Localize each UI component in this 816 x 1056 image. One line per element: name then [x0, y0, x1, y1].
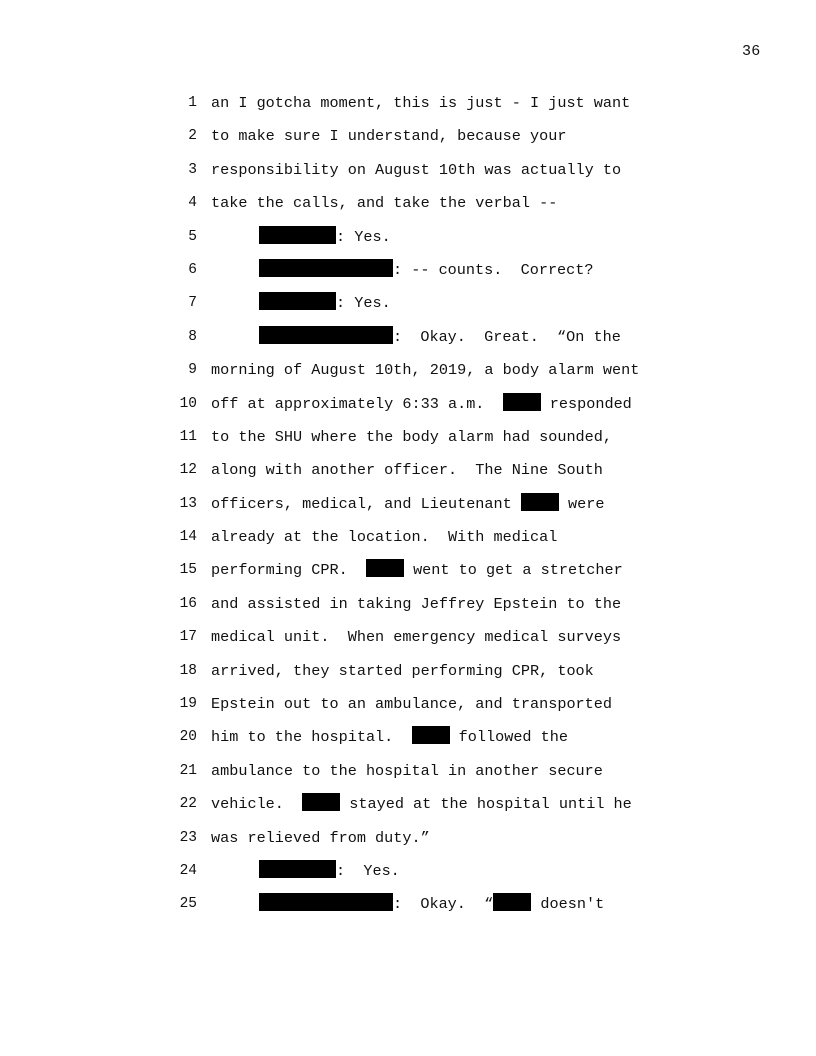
redaction-block — [521, 493, 559, 511]
line-number: 14 — [179, 529, 197, 546]
line-number: 6 — [188, 261, 197, 278]
transcript-line — [0, 660, 816, 693]
line-number: 11 — [179, 428, 197, 445]
transcript-line — [0, 626, 816, 659]
line-number: 2 — [188, 128, 197, 145]
line-text: officers, medical, and Lieutenant were — [211, 494, 605, 513]
line-number: 12 — [179, 462, 197, 479]
transcript-line — [0, 359, 816, 392]
line-text: to the SHU where the body alarm had sounded, — [211, 427, 613, 446]
transcript-line — [0, 893, 816, 926]
line-text: performing CPR. went to get a stretcher — [211, 561, 623, 580]
line-number: 8 — [188, 328, 197, 345]
line-number: 16 — [179, 595, 197, 612]
line-text: : Yes. — [259, 226, 391, 248]
line-text: : Okay. Great. “On the — [259, 326, 621, 348]
line-number: 10 — [179, 395, 197, 412]
redaction-block — [259, 259, 393, 277]
transcript-line — [0, 259, 816, 292]
transcript-line — [0, 92, 816, 125]
line-number: 19 — [179, 696, 197, 713]
transcript-line — [0, 793, 816, 826]
line-text: : Yes. — [259, 860, 400, 882]
line-text: responsibility on August 10th was actually to — [211, 160, 622, 179]
line-number: 1 — [188, 95, 197, 111]
line-number: 15 — [179, 562, 197, 579]
line-text: : Yes. — [259, 292, 391, 314]
page-number: 36 — [742, 43, 761, 60]
line-number: 3 — [188, 161, 197, 178]
redaction-block — [366, 559, 404, 577]
redaction-block — [259, 226, 336, 244]
transcript-line — [0, 860, 816, 893]
redaction-block — [259, 860, 336, 878]
line-text: morning of August 10th, 2019, a body alarm went — [211, 361, 640, 380]
transcript-line — [0, 726, 816, 759]
transcript-line — [0, 693, 816, 726]
transcript-line — [0, 827, 816, 860]
transcript-line — [0, 125, 816, 158]
transcript-line — [0, 459, 816, 492]
line-text: Epstein out to an ambulance, and transported — [211, 695, 613, 714]
line-text: : Okay. “ doesn't — [259, 893, 604, 915]
line-number: 20 — [179, 729, 197, 746]
line-number: 7 — [188, 295, 197, 312]
line-text: vehicle. stayed at the hospital until he — [211, 795, 632, 814]
line-number: 21 — [179, 762, 197, 779]
redaction-block — [259, 893, 393, 911]
line-text: him to the hospital. followed the — [211, 728, 568, 747]
line-text: and assisted in taking Jeffrey Epstein to the — [211, 594, 622, 613]
line-number: 13 — [179, 495, 197, 512]
line-text: off at approximately 6:33 a.m. responded — [211, 394, 632, 413]
line-text: arrived, they started performing CPR, took — [211, 661, 594, 680]
redaction-block — [259, 292, 336, 310]
transcript-line — [0, 559, 816, 592]
line-number: 24 — [179, 862, 197, 879]
transcript-line — [0, 760, 816, 793]
transcript-line — [0, 526, 816, 559]
line-number: 25 — [179, 896, 197, 913]
redaction-block — [493, 893, 531, 911]
transcript-line — [0, 426, 816, 459]
line-text: to make sure I understand, because your — [211, 127, 567, 146]
line-number: 4 — [188, 195, 197, 212]
line-number: 23 — [179, 829, 197, 846]
transcript-line — [0, 159, 816, 192]
line-text: already at the location. With medical — [211, 528, 558, 547]
line-number: 17 — [179, 629, 197, 646]
line-text: ambulance to the hospital in another secure — [211, 761, 603, 780]
line-text: an I gotcha moment, this is just - I just want — [211, 94, 631, 112]
redaction-block — [412, 726, 450, 744]
transcript-line — [0, 292, 816, 325]
transcript-line — [0, 493, 816, 526]
redaction-block — [302, 793, 340, 811]
line-number: 18 — [179, 662, 197, 679]
redaction-block — [259, 326, 393, 344]
line-text: : -- counts. Correct? — [259, 259, 594, 281]
transcript-line — [0, 226, 816, 259]
line-number: 5 — [188, 228, 197, 245]
line-text: was relieved from duty.” — [211, 828, 430, 847]
line-text: medical unit. When emergency medical surveys — [211, 628, 622, 647]
transcript-line — [0, 326, 816, 359]
transcript-line — [0, 393, 816, 426]
transcript-body — [0, 92, 816, 927]
line-text: along with another officer. The Nine South — [211, 461, 603, 480]
line-number: 9 — [188, 362, 197, 379]
line-text: take the calls, and take the verbal -- — [211, 194, 558, 213]
transcript-line — [0, 192, 816, 225]
redaction-block — [503, 393, 541, 411]
transcript-line — [0, 593, 816, 626]
line-number: 22 — [179, 796, 197, 813]
